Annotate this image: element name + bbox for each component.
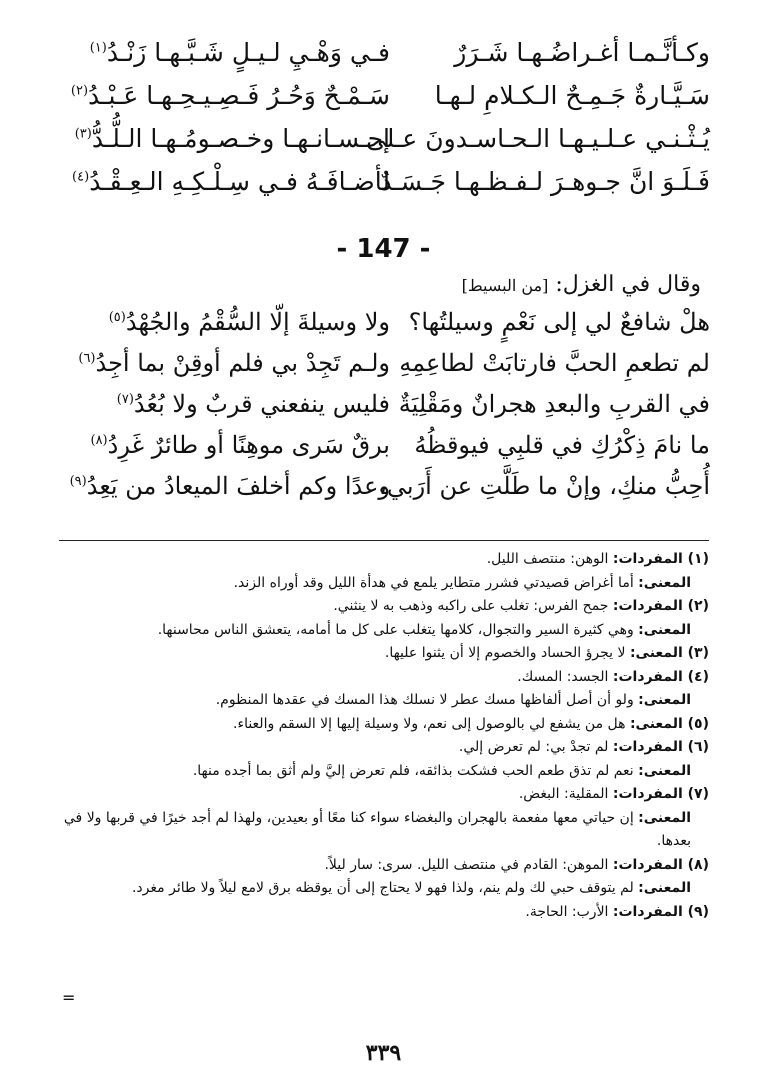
footnote-text: وهي كثيرة السير والتجوال، كلامها يتغلب على كل ما أمامه، يتعشق الناس محاسنها. xyxy=(157,621,639,638)
verse-second-hemistich xyxy=(60,390,390,418)
footnote-marker: (٤) xyxy=(72,169,90,185)
footnote-text: الموهن: القادم في منتصف الليل. سرى: سار ليلاً. xyxy=(324,856,613,873)
footnote-marker: (٩) xyxy=(69,474,87,489)
footnote-line xyxy=(59,689,709,713)
footnote-text: لم تجدْ بي: لم تعرض إلي. xyxy=(458,739,613,755)
footnote-line xyxy=(59,595,709,619)
verse-second-hemistich-text: فـي وَهْـيِ لـيـلٍ شَـبَّـهـا زَنْـدُ xyxy=(106,38,390,67)
footnotes xyxy=(59,548,709,924)
footnote-tag: (٨) المفردات: xyxy=(612,856,709,873)
footnote-text: الوهن: منتصف الليل. xyxy=(486,551,613,567)
poem-intro xyxy=(462,272,701,297)
footnote-line xyxy=(59,783,709,807)
poem-number: - 147 - xyxy=(336,234,431,264)
verse-line xyxy=(60,124,710,167)
footnote-line xyxy=(59,736,709,760)
footnote-text: نعم لم تذق طعم الحب فشكت بذائقه، فلم تعرض إليَّ ولم أثق بما أجده منها. xyxy=(192,762,639,779)
verse-second-hemistich-text: برقٌ سَرى موهِنًا أو طائرٌ غَرِدُ xyxy=(107,431,390,459)
verse-line xyxy=(60,390,710,431)
verse-second-hemistich xyxy=(60,81,390,110)
verse-second-hemistich xyxy=(60,472,390,500)
footnote-tag: (٣) المعنى: xyxy=(629,645,709,661)
footnote-text: المقلية: البغض. xyxy=(518,786,613,802)
footnote-marker: (٢) xyxy=(70,83,89,99)
verse-second-hemistich-text: لأضـافَـهُ فـي سِـلْـكِـهِ الـعِـقْـدُ xyxy=(89,167,390,196)
footnote-marker: (١) xyxy=(89,40,107,56)
footnote-text: ولو أن أصل ألفاظها مسك عطر لا نسلك هذا المسك في عقدها المنظوم. xyxy=(215,692,639,708)
verse-line xyxy=(60,431,710,472)
verse-first-hemistich: وكـأنَّـمـا أغـراضُـهـا شَـرَرٌ xyxy=(454,38,710,67)
footnote-marker: (٧) xyxy=(116,392,134,407)
footnote-tag: المعنى: xyxy=(638,880,691,896)
verse-line xyxy=(60,308,710,349)
verse-second-hemistich-text: إحـسـانـهـا وخـصـومُـهـا الـلُّـدُّ xyxy=(91,124,390,153)
poem-meter: [من البسيط] xyxy=(461,276,549,295)
footnote-text: لم يتوقف حبي لك ولم ينم، ولذا فهو لا يحتاج إلى أن يوقظه برق لامع ليلاً ولا طائر مغرد. xyxy=(131,880,639,896)
footnote-text: أما أغراض قصيدتي فشرر متطاير يلمع في هدأة الليل وقد أوراه الزند. xyxy=(233,574,639,591)
verse-second-hemistich xyxy=(60,308,390,336)
continued-poem-verses xyxy=(60,38,710,210)
verse-second-hemistich xyxy=(60,349,390,377)
poem-verses xyxy=(60,308,710,513)
verse-second-hemistich-text: سَـمْـحٌ وَحُـرُ فَـصِـيـحِـهـا عَـبْـدُ xyxy=(88,81,390,110)
footnote-marker: (٦) xyxy=(78,351,96,366)
verse-second-hemistich xyxy=(60,167,390,196)
verse-first-hemistich: هلْ شافعٌ لي إلى نَعْمٍ وسيلتُها؟ xyxy=(408,308,710,336)
footnote-line xyxy=(59,901,709,925)
footnote-tag: المعنى: xyxy=(638,574,691,591)
verse-first-hemistich: ما نامَ ذِكْرُكِ في قلبِي فيوقظُهُ xyxy=(414,431,710,459)
footnote-line xyxy=(59,619,709,643)
verse-line xyxy=(60,349,710,390)
footnote-tag: المعنى: xyxy=(638,809,691,826)
continuation-mark: = xyxy=(62,988,76,1007)
poem-intro-text: وقال في الغزل: xyxy=(555,272,701,297)
verse-second-hemistich-text: فليس ينفعني قربٌ ولا بُعُدُ xyxy=(133,390,390,418)
verse-first-hemistich: لم تطعمِ الحبَّ فارتابَتْ لطاعِمِهِ xyxy=(399,349,710,377)
verse-line xyxy=(60,167,710,210)
verse-first-hemistich: سَـيَّـارةٌ جَـمِـحٌ الـكـلامِ لـهـا xyxy=(434,81,710,110)
footnote-text: الأرب: الحاجة. xyxy=(525,903,613,920)
footnote-line xyxy=(59,760,709,784)
verse-first-hemistich: في القربِ والبعدِ هجرانٌ ومَقْلِيَةٌ xyxy=(398,390,710,418)
verse-second-hemistich-text: وعدًا وكم أخلفَ الميعادُ من يَعِدُ xyxy=(86,472,390,500)
verse-second-hemistich xyxy=(60,431,390,459)
verse-second-hemistich-text: ولـم تَجِدْ بي فلم أوقِنْ بما أجِدُ xyxy=(95,349,390,377)
verse-second-hemistich xyxy=(60,38,390,67)
footnote-tag: المعنى: xyxy=(638,621,691,638)
footnote-tag: (٥) المعنى: xyxy=(629,715,709,732)
footnote-tag: (٧) المفردات: xyxy=(612,786,709,802)
footnote-tag: (٤) المفردات: xyxy=(612,668,709,685)
footnote-line xyxy=(59,642,709,666)
footnote-line xyxy=(59,877,709,901)
footnote-marker: (٨) xyxy=(90,433,108,448)
verse-first-hemistich: فَـلَـوَ انَّ جـوهـرَ لـفـظـهـا جَـسَـدٌ xyxy=(380,167,710,196)
footnote-text: إن حياتي معها مفعمة بالهجران والبغضاء سواء كنا معًا أو بعيدين، ولهذا لم أجد خيرًا في قربها ولا في بعدها. xyxy=(63,809,691,849)
footnote-tag: (٢) المفردات: xyxy=(612,598,709,614)
verse-second-hemistich xyxy=(60,124,390,153)
footnote-line xyxy=(59,548,709,572)
verse-first-hemistich: أُحِبُّ منكِ، وإنْ ما طَلَّتِ عن أَرَبي، xyxy=(379,472,710,500)
verse-line xyxy=(60,81,710,124)
footnote-tag: المعنى: xyxy=(638,762,691,779)
footnote-text: هل من يشفع لي بالوصول إلى نعم، ولا وسيلة إليها إلا السقم والعناء. xyxy=(233,715,630,732)
footnote-text: جمح الفرس: تغلب على راكبه وذهب به لا ينثني. xyxy=(333,598,613,614)
verse-line xyxy=(60,38,710,81)
footnote-marker: (٥) xyxy=(108,310,126,325)
footnote-tag: (٦) المفردات: xyxy=(612,739,709,755)
verse-first-hemistich: يُـثْـنـي عـلـيـهـا الـحـاسـدونَ عـلى xyxy=(365,124,710,153)
footnote-marker: (٣) xyxy=(74,126,92,142)
footnote-tag: المعنى: xyxy=(638,692,691,708)
verse-second-hemistich-text: ولا وسيلةَ إلّا السُّقْمُ والجُهْدُ xyxy=(125,308,390,336)
footnote-line xyxy=(59,666,709,690)
footnote-divider xyxy=(59,540,709,541)
footnote-line xyxy=(59,807,709,854)
footnote-tag: (١) المفردات: xyxy=(612,551,709,567)
footnote-text: لا يجرؤ الحساد والخصوم إلا أن يثنوا عليها. xyxy=(384,645,630,661)
verse-line xyxy=(60,472,710,513)
page-number: ٣٣٩ xyxy=(365,1040,402,1066)
footnote-text: الجسد: المسك. xyxy=(517,668,613,685)
footnote-line xyxy=(59,854,709,878)
footnote-line xyxy=(59,713,709,737)
footnote-tag: (٩) المفردات: xyxy=(612,903,709,920)
footnote-line xyxy=(59,572,709,596)
